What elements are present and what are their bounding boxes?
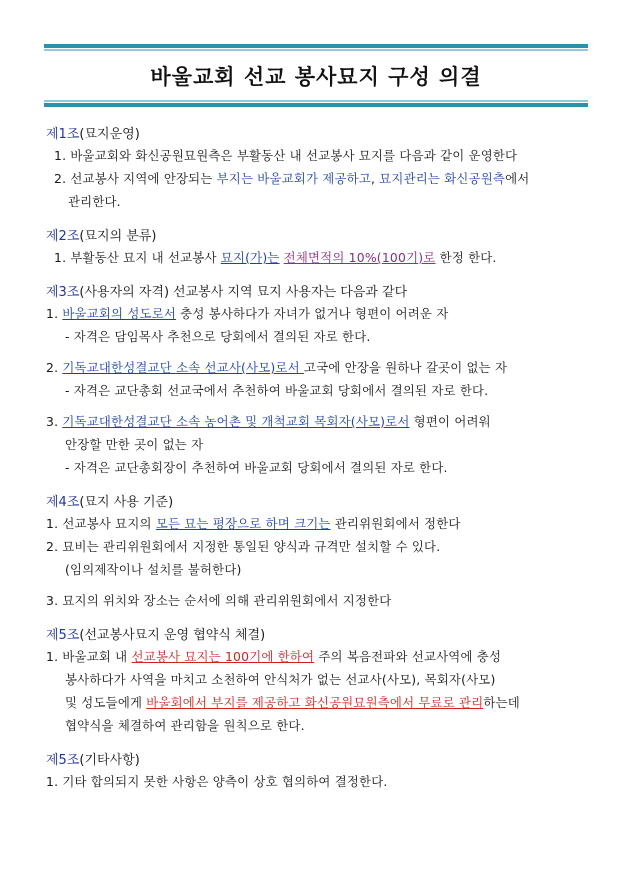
page-title: 바울교회 선교 봉사묘지 구성 의결 (150, 65, 482, 89)
article-5-item-1 (46, 649, 594, 665)
title-rule-top (44, 44, 588, 48)
article-intro: 선교봉사 지역 묘지 사용자는 다음과 같다 (173, 285, 408, 300)
article-3-item-2 (46, 360, 594, 376)
highlight-text: 바울회에서 부지를 제공하고 화신공원묘원측에서 무료로 관리 (146, 695, 484, 710)
highlight-text: 묘지(가)는 (220, 250, 280, 265)
text: 2. 선교봉사 지역에 안장되는 (54, 171, 217, 186)
article-4-item-2-note: (임의제작이나 설치를 불허한다) (65, 562, 242, 577)
highlight-text: 부지는 바울교회가 제공하고 (216, 171, 371, 186)
text: 1. (46, 306, 63, 321)
article-5-item-1-cont: 협약식을 체결하여 관리함을 원칙으로 한다. (65, 718, 305, 733)
article-1-item-2-cont: 관리한다. (68, 194, 121, 209)
article-name: (묘지운영) (79, 127, 140, 142)
article-6-item-1: 1. 기타 합의되지 못한 사항은 양측이 상호 협의하여 결정한다. (46, 774, 388, 789)
text: 관리위원회에서 정한다 (330, 516, 461, 531)
text: 형편이 어려워 (409, 414, 491, 429)
text: 하는데 (483, 695, 520, 710)
highlight-text: 바울교회의 성도로서 (62, 306, 177, 321)
article-number: 제3조 (46, 285, 80, 300)
article-3-item-1-note: - 자격은 담임목사 추천으로 당회에서 결의된 자로 한다. (65, 329, 371, 344)
article-3-item-3 (46, 414, 594, 430)
text: 고국에 안장을 원하나 갈곳이 없는 자 (303, 360, 508, 375)
article-5-heading (46, 624, 594, 643)
article-1-item-2 (46, 171, 594, 187)
text: 충성 봉사하다가 자녀가 없거나 형편이 어려운 자 (176, 306, 449, 321)
article-name: (묘지 사용 기준) (79, 495, 174, 510)
highlight-text: 기독교대한성결교단 소속 선교사(사모)로서 (62, 360, 304, 375)
document-body (46, 123, 594, 797)
article-name: (묘지의 분류) (79, 229, 157, 244)
article-1-heading (46, 123, 594, 142)
article-number: 제5조 (46, 628, 80, 643)
text: 1. 부활동산 묘지 내 선교봉사 (54, 250, 221, 265)
highlight-text: 전체면적의 10%(100기)로 (283, 250, 436, 265)
article-name: (선교봉사묘지 운영 협약식 체결) (79, 628, 266, 643)
article-4-item-3: 3. 묘지의 위치와 장소는 순서에 의해 관리위원회에서 지정한다 (46, 593, 392, 608)
article-5-item-1-cont (46, 695, 594, 711)
highlight-text: 묘지관리는 화신공원측 (379, 171, 506, 186)
article-3-item-3-note: - 자격은 교단총회장이 추천하여 바울교회 당회에서 결의된 자로 한다. (65, 460, 448, 475)
text: 주의 복음전파와 선교사역에 충성 (314, 649, 502, 664)
article-6-heading (46, 749, 594, 768)
text: 에서 (505, 171, 530, 186)
article-name: (기타사항) (79, 753, 140, 768)
article-number: 제4조 (46, 495, 80, 510)
article-4-item-1 (46, 516, 594, 532)
article-2-item-1 (46, 250, 594, 266)
article-5-item-1-cont: 봉사하다가 사역을 마치고 소천하여 안식처가 없는 선교사(사모), 목회자(사모) (65, 672, 496, 687)
article-4-heading (46, 491, 594, 510)
article-number: 제2조 (46, 229, 80, 244)
highlight-text: 선교봉사 묘지는 100기에 한하여 (131, 649, 315, 664)
article-4-item-2: 2. 묘비는 관리위원회에서 지정한 통일된 양식과 규격만 설치할 수 있다. (46, 539, 441, 554)
text: 1. 선교봉사 묘지의 (46, 516, 156, 531)
article-1-item-1: 1. 바울교회와 화신공원묘원측은 부활동산 내 선교봉사 묘지를 다음과 같이 운영한다 (54, 148, 518, 163)
article-name: (사용자의 자격) (79, 285, 170, 300)
article-number: 제1조 (46, 127, 80, 142)
article-3-item-3-cont: 안장할 만한 곳이 없는 자 (65, 437, 204, 452)
article-3-item-2-note: - 자격은 교단총회 선교국에서 추천하여 바울교회 당회에서 결의된 자로 한다. (65, 383, 489, 398)
text: , (370, 171, 380, 186)
text: 한정 한다. (435, 250, 497, 265)
highlight-text: 모든 묘는 평장으로 하며 크기는 (155, 516, 331, 531)
article-2-heading (46, 225, 594, 244)
title-rule-bottom (44, 103, 588, 107)
article-3-heading (46, 281, 594, 300)
title-block (44, 44, 588, 107)
text: 1. 바울교회 내 (46, 649, 132, 664)
text: 및 성도들에게 (65, 695, 147, 710)
text: 3. (46, 414, 63, 429)
article-3-item-1 (46, 306, 594, 322)
title-rule-bottom-thin (44, 100, 588, 102)
highlight-text: 기독교대한성결교단 소속 농어촌 및 개척교회 목회자(사모)로서 (62, 414, 410, 429)
text: 2. (46, 360, 63, 375)
article-number: 제5조 (46, 753, 80, 768)
